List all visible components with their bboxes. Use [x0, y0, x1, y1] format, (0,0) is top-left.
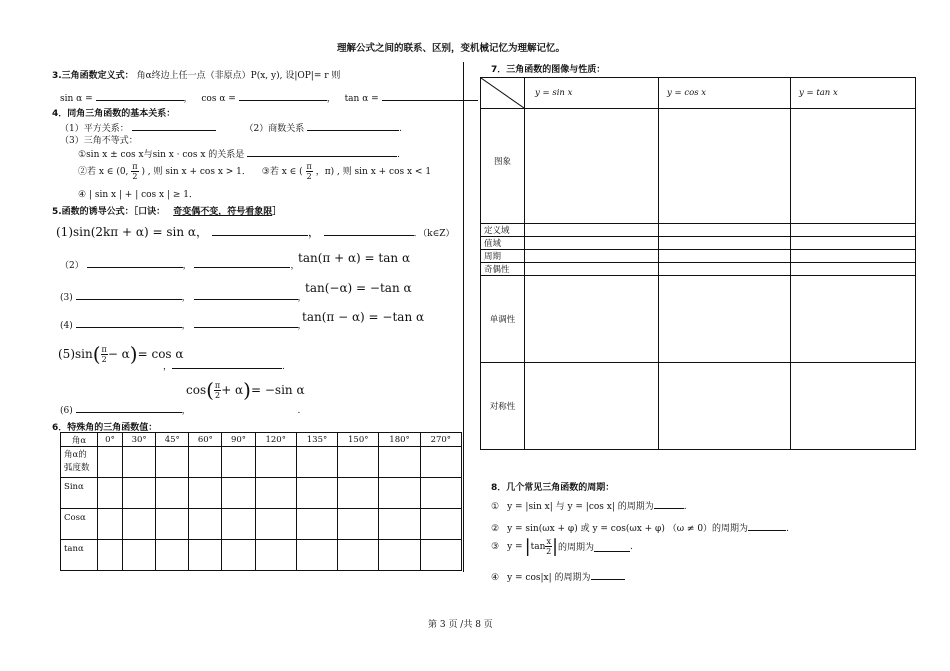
two-denominator-b: 2 [306, 172, 312, 181]
period-item-4 [491, 570, 625, 583]
period-item-2-num: ② [491, 524, 500, 534]
col-header-cos: y = cos x [659, 78, 791, 109]
table-cell[interactable] [659, 224, 791, 237]
table-cell[interactable] [156, 478, 189, 509]
table-cell[interactable] [123, 447, 156, 478]
table-cell[interactable] [123, 540, 156, 571]
period-item-4-blank[interactable] [591, 570, 625, 580]
square-relation-label: （1）平方关系： [60, 124, 129, 134]
period-item-3-c: 的周期为 [558, 543, 595, 553]
period-item-1: ① y = |sin x| 与 y = |cos x| 的周期为 . [491, 499, 687, 512]
page-title: 理解公式之间的联系、区别，变机械记忆为理解记忆。 [337, 43, 566, 54]
sin-row [61, 478, 462, 509]
ineq-q1: ①sin x ± cos x与sin x · cos x 的关系是 . [78, 147, 400, 160]
graph-row [481, 109, 916, 224]
radian-label-a: 角α的 [64, 450, 87, 460]
table-cell[interactable] [255, 478, 296, 509]
pi-over-2-d [214, 381, 221, 400]
page-number: 第 3 页 /共 8 页 [428, 620, 493, 630]
induction-3-blank-b[interactable] [194, 290, 298, 300]
table-cell[interactable] [525, 224, 659, 237]
table-cell[interactable] [420, 540, 461, 571]
table-cell[interactable] [156, 509, 189, 540]
ineq-q4: ④ | sin x | + | cos x | ≥ 1． [78, 190, 198, 200]
two-denominator-d: 2 [215, 390, 221, 400]
x-numerator: x [546, 537, 551, 546]
section4-p1: （1）平方关系： （2）商数关系 . [60, 121, 402, 134]
period-item-4-num: ④ [491, 573, 500, 583]
section3-line [52, 68, 340, 81]
angle-header-cell: 120° [255, 433, 296, 447]
table-cell[interactable] [420, 478, 461, 509]
period-item-4-text: y = cos|x| 的周期为 [507, 573, 591, 583]
induction-5-blank[interactable] [172, 359, 282, 369]
table-cell[interactable] [338, 447, 379, 478]
tan-def-blank[interactable] [382, 91, 478, 101]
pi-over-2-c [101, 345, 108, 364]
table-cell[interactable] [296, 540, 337, 571]
radian-label-b: 弧度数 [64, 463, 90, 473]
induction-f6c: = −sin α [250, 383, 305, 397]
table-cell[interactable] [156, 540, 189, 571]
table-cell[interactable] [791, 224, 916, 237]
ineq-q2b: ) , 则 sin x + cos x > 1． [141, 167, 251, 177]
sin-def-blank[interactable] [96, 91, 184, 101]
table-cell[interactable] [98, 478, 123, 509]
diagonal-line [481, 78, 524, 108]
pi-over-2 [131, 162, 138, 181]
period-row [481, 250, 916, 263]
row-label-period: 周期 [481, 250, 525, 263]
row-label-domain: 定义域 [481, 224, 525, 237]
table-cell[interactable] [379, 447, 420, 478]
col-header-sin: y = sin x [525, 78, 659, 109]
table-cell[interactable] [156, 447, 189, 478]
table-cell[interactable] [525, 363, 659, 450]
quotient-relation-label: （2）商数关系 [244, 124, 305, 134]
table-cell[interactable] [296, 509, 337, 540]
induction-row3: (3) ， ， [60, 290, 307, 303]
cos-row [61, 509, 462, 540]
induction-row2: （2） ， ， [60, 258, 300, 271]
angle-header-cell: 135° [296, 433, 337, 447]
induction-f5a: (5)sin [58, 347, 93, 361]
table-cell[interactable] [379, 509, 420, 540]
table-cell[interactable] [791, 363, 916, 450]
parity-row [481, 263, 916, 276]
period-item-2-text: y = sin(ωx + φ) 或 y = cos(ωx + φ) （ω ≠ 0）的周期为 [507, 524, 749, 534]
table-cell[interactable] [791, 263, 916, 276]
table-cell[interactable] [222, 447, 255, 478]
induction-3-label: (3) [60, 293, 73, 303]
table-cell[interactable] [98, 447, 123, 478]
table-cell[interactable] [525, 276, 659, 363]
table-cell[interactable] [338, 509, 379, 540]
section3-defs: sin α = ， cos α = ， tan α = [60, 91, 478, 104]
two-denominator: 2 [132, 172, 138, 181]
angle-header-row [61, 433, 462, 447]
cos-def-blank[interactable] [239, 91, 327, 101]
induction-f6: cos ( $\frac{\pi}{2}$ + α ) = −sin α [186, 378, 305, 402]
table-cell[interactable] [222, 478, 255, 509]
period-item-3-a: y = [507, 541, 523, 552]
angle-header-cell: 150° [338, 433, 379, 447]
section5-title [52, 204, 281, 217]
table-cell[interactable] [189, 478, 222, 509]
table-cell[interactable] [420, 509, 461, 540]
section6-title: 6．特殊角的三角函数值： [52, 423, 158, 433]
section3-title: 3.三角函数定义式： [52, 71, 134, 81]
table-cell[interactable] [791, 237, 916, 250]
table-cell[interactable] [255, 447, 296, 478]
table-cell[interactable] [189, 540, 222, 571]
table-cell[interactable] [222, 509, 255, 540]
angle-header-cell: 45° [156, 433, 189, 447]
trig-graph-table [480, 77, 916, 450]
pi-over-2-b [306, 162, 313, 181]
table-cell[interactable] [659, 250, 791, 263]
col-header-tan: y = tan x [791, 78, 916, 109]
table-cell[interactable] [255, 540, 296, 571]
induction-3-blank-a[interactable] [76, 290, 182, 300]
induction-6-blank-a[interactable] [76, 403, 182, 413]
table-cell[interactable] [659, 237, 791, 250]
table-cell[interactable] [659, 109, 791, 224]
angle-header-cell: 60° [189, 433, 222, 447]
trig-inequality-label: （3）三角不等式： [60, 136, 138, 146]
table-cell[interactable] [525, 237, 659, 250]
induction-f5c: = cos α [137, 347, 184, 361]
ineq-q1-text: ①sin x ± cos x与sin x · cos x 的关系是 [78, 150, 245, 160]
period-item-3-num: ③ [491, 541, 500, 552]
ineq-q3b: ，π) , 则 sin x + cos x < 1 [315, 167, 432, 177]
table-cell[interactable] [296, 447, 337, 478]
induction-f2: tan(π + α) = tan α [298, 251, 411, 265]
table-cell[interactable] [338, 478, 379, 509]
table-cell[interactable] [296, 478, 337, 509]
period-item-3-blank[interactable] [594, 542, 630, 552]
section7-title: 7．三角函数的图像与性质： [491, 65, 606, 75]
ineq-q2q3 [78, 162, 431, 181]
induction-1-blank-b[interactable] [324, 226, 414, 236]
period-item-2: ② y = sin(ωx + φ) 或 y = cos(ωx + φ) （ω ≠ 0）的周期为 . [491, 521, 789, 534]
table-cell[interactable] [525, 109, 659, 224]
row-label-monotonicity: 单调性 [481, 276, 525, 363]
ineq-q1-blank[interactable] [247, 147, 397, 157]
ineq-q2a: ②若 x ∈ (0, [78, 167, 129, 177]
period-item-1-blank[interactable] [654, 499, 684, 509]
column-divider [463, 62, 464, 572]
angle-header-cell: 270° [420, 433, 461, 447]
domain-row [481, 224, 916, 237]
table-cell[interactable] [338, 540, 379, 571]
section3-text: 角α终边上任一点（非原点）P(x, y), 设|OP|= r 则 [136, 71, 341, 81]
induction-4-blank-b[interactable] [194, 318, 298, 328]
table-cell[interactable] [189, 509, 222, 540]
ineq-q3a: ③若 x ∈ ( [261, 167, 303, 177]
range-row [481, 237, 916, 250]
table-cell[interactable] [255, 509, 296, 540]
table-cell[interactable] [659, 276, 791, 363]
diagonal-header-cell [481, 78, 525, 109]
table-cell[interactable] [525, 263, 659, 276]
tan-row [61, 540, 462, 571]
angle-header-cell: 30° [123, 433, 156, 447]
table-cell[interactable] [98, 540, 123, 571]
row-label-range: 值域 [481, 237, 525, 250]
tan-def-label: tan α = [344, 94, 379, 104]
two-denominator-c: 2 [101, 354, 107, 364]
induction-row1: (1)sin(2kπ + α) = sin α， ， ．（k∈Z） [56, 225, 455, 239]
induction-f5b: − α [107, 347, 130, 361]
induction-2-label: （2） [60, 261, 84, 271]
induction-f4: tan(π − α) = −tan α [302, 310, 425, 324]
induction-f3: tan(−α) = −tan α [305, 281, 412, 295]
radian-row [61, 447, 462, 478]
period-item-1-text: y = |sin x| 与 y = |cos x| 的周期为 [507, 502, 654, 512]
table-cell[interactable] [791, 250, 916, 263]
table-cell[interactable] [98, 509, 123, 540]
square-relation-blank[interactable] [132, 121, 216, 131]
angle-header-cell: 90° [222, 433, 255, 447]
tan-row-label: tanα [61, 540, 98, 571]
period-item-1-num: ① [491, 502, 500, 512]
table-cell[interactable] [420, 447, 461, 478]
pi-numerator-d: π [214, 380, 221, 390]
angle-header-cell: 0° [98, 433, 123, 447]
induction-row4: (4) ， ， [60, 318, 307, 331]
two-denominator-e: 2 [546, 547, 552, 556]
monotonicity-row [481, 276, 916, 363]
induction-f1: (1)sin(2kπ + α) = sin α [56, 225, 196, 239]
period-item-2-blank[interactable] [748, 521, 786, 531]
table-cell[interactable] [659, 363, 791, 450]
induction-1-blank-a[interactable] [212, 226, 308, 236]
induction-4-blank-a[interactable] [76, 318, 182, 328]
quotient-relation-blank[interactable] [307, 121, 399, 131]
section4-title: 4．同角三角函数的基本关系： [52, 109, 176, 119]
graph-header-row [481, 78, 916, 109]
section5-label: 5.函数的诱导公式：［口诀： [52, 207, 166, 217]
table-cell[interactable] [189, 447, 222, 478]
section5-close: ］ [272, 207, 282, 217]
table-cell[interactable] [659, 263, 791, 276]
induction-f5: (5)sin ( $\frac{\pi}{2}$ − α ) = cos α [58, 342, 184, 366]
cos-def-label: cos α = [201, 94, 236, 104]
section5-motto: 奇变偶不变，符号看象限 [173, 207, 273, 217]
symmetry-row [481, 363, 916, 450]
sin-def-label: sin α = [60, 94, 93, 104]
induction-2-blank-a[interactable] [87, 258, 183, 268]
cos-row-label: Cosα [61, 509, 98, 540]
angle-header-cell: 角α [61, 433, 98, 447]
induction-4-label: (4) [60, 321, 73, 331]
period-item-3-tan: tan [530, 541, 546, 552]
row-label-graph: 图象 [481, 109, 525, 224]
table-cell[interactable] [379, 478, 420, 509]
pi-numerator-b: π [306, 162, 312, 171]
pi-numerator-c: π [101, 344, 107, 354]
k-in-z: ．（k∈Z） [413, 229, 455, 239]
table-cell[interactable] [379, 540, 420, 571]
pi-numerator: π [132, 162, 138, 171]
induction-f6b: + α [221, 383, 244, 397]
table-cell[interactable] [791, 276, 916, 363]
induction-6-label: (6) [60, 406, 73, 416]
sin-row-label: Sinα [61, 478, 98, 509]
induction-2-blank-b[interactable] [194, 258, 290, 268]
table-cell[interactable] [123, 509, 156, 540]
special-angle-table [60, 432, 462, 571]
period-item-3: ③ y = | tan $\frac{x}{2}$ | 的周期为 . [491, 536, 633, 557]
table-cell[interactable] [123, 478, 156, 509]
induction-row5: ， . [163, 359, 285, 372]
table-cell[interactable] [525, 250, 659, 263]
section8-title: 8．几个常见三角函数的周期： [491, 483, 615, 493]
induction-f6a: cos [186, 383, 207, 397]
table-cell[interactable] [222, 540, 255, 571]
radian-row-label [61, 447, 98, 478]
induction-row6: (6) ， . [60, 403, 300, 416]
row-label-symmetry: 对称性 [481, 363, 525, 450]
row-label-parity: 奇偶性 [481, 263, 525, 276]
table-cell[interactable] [791, 109, 916, 224]
angle-header-cell: 180° [379, 433, 420, 447]
